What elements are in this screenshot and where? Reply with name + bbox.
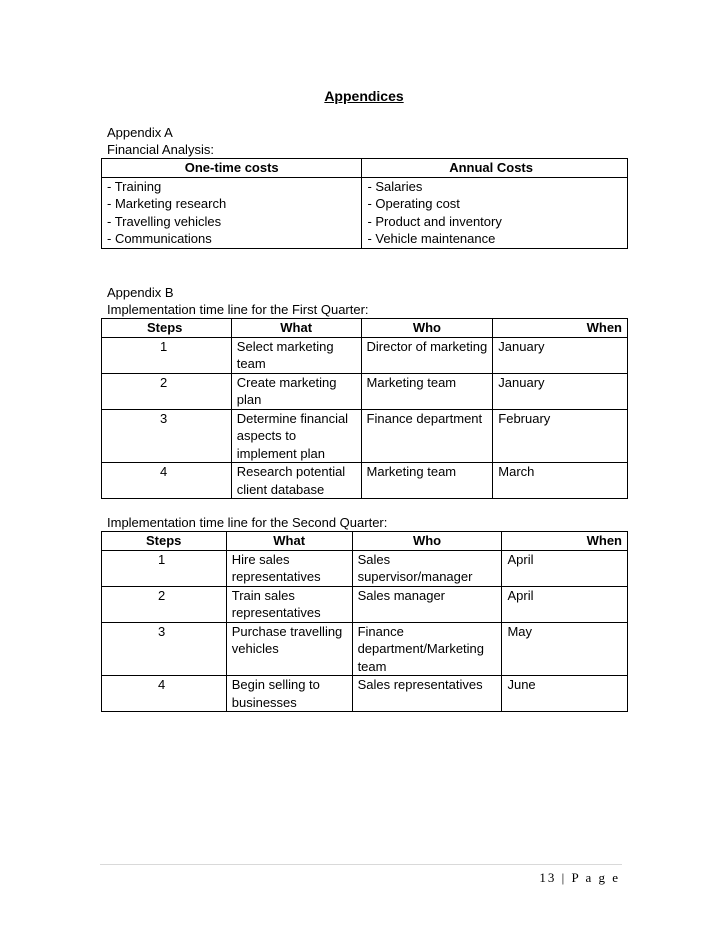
q2-title: Implementation time line for the Second Quarter: [107,515,388,530]
cell-when: April [502,550,628,586]
cell-step: 2 [102,586,227,622]
cell-when: January [493,373,628,409]
first-quarter-table [101,318,628,499]
table-row [102,586,628,622]
page-word: P a g e [571,870,620,885]
cell-what: Research potential client database [231,463,361,499]
cell-who: Director of marketing [361,337,493,373]
table-row [102,230,628,248]
cell: - Product and inventory [362,213,628,231]
table-row [102,195,628,213]
cell-who: Marketing team [361,463,493,499]
cell: - Marketing research [102,195,362,213]
table-row [102,213,628,231]
table-row [102,177,628,195]
table-row [102,550,628,586]
table-row [102,373,628,409]
page-title: Appendices [324,88,404,104]
cell-step: 4 [102,676,227,712]
cell-what: Determine financial aspects to implement plan [231,409,361,463]
cell-step: 4 [102,463,232,499]
header-steps: Steps [102,532,227,551]
cell: - Operating cost [362,195,628,213]
cell-when: June [502,676,628,712]
header-what: What [226,532,352,551]
cell-what: Purchase travelling vehicles [226,622,352,676]
header-who: Who [352,532,502,551]
second-quarter-table [101,531,628,712]
page-separator: | [561,870,567,885]
appendix-a-heading: Appendix A [107,125,173,140]
cell-who: Sales representatives [352,676,502,712]
header-what: What [231,319,361,338]
cell-when: April [502,586,628,622]
cell-step: 2 [102,373,232,409]
cell-what: Select marketing team [231,337,361,373]
cell-step: 3 [102,622,227,676]
q1-title: Implementation time line for the First Quarter: [107,302,369,317]
cell-who: Sales manager [352,586,502,622]
cell-what: Begin selling to businesses [226,676,352,712]
cell-who: Finance department [361,409,493,463]
financial-analysis-table [101,158,628,249]
header-one-time-costs: One-time costs [102,159,362,178]
footer-divider [100,864,622,865]
cell-what: Hire sales representatives [226,550,352,586]
table-row [102,676,628,712]
cell: - Training [102,177,362,195]
cell-who: Marketing team [361,373,493,409]
page-footer [539,870,620,886]
cell-what: Train sales representatives [226,586,352,622]
header-who: Who [361,319,493,338]
table-header-row [102,532,628,551]
table-header-row [102,159,628,178]
cell-step: 1 [102,550,227,586]
cell-step: 1 [102,337,232,373]
cell: - Communications [102,230,362,248]
cell-step: 3 [102,409,232,463]
table-header-row [102,319,628,338]
page-number: 13 [539,870,557,885]
cell-when: February [493,409,628,463]
cell-when: March [493,463,628,499]
table-row [102,622,628,676]
cell-when: May [502,622,628,676]
header-when: When [502,532,628,551]
header-when: When [493,319,628,338]
header-steps: Steps [102,319,232,338]
cell-who: Sales supervisor/manager [352,550,502,586]
cell-what: Create marketing plan [231,373,361,409]
appendix-a-subheading: Financial Analysis: [107,142,214,157]
appendix-b-heading: Appendix B [107,285,174,300]
cell: - Vehicle maintenance [362,230,628,248]
cell: - Salaries [362,177,628,195]
table-row [102,409,628,463]
table-row [102,463,628,499]
cell-when: January [493,337,628,373]
table-row [102,337,628,373]
cell-who: Finance department/Marketing team [352,622,502,676]
header-annual-costs: Annual Costs [362,159,628,178]
cell: - Travelling vehicles [102,213,362,231]
